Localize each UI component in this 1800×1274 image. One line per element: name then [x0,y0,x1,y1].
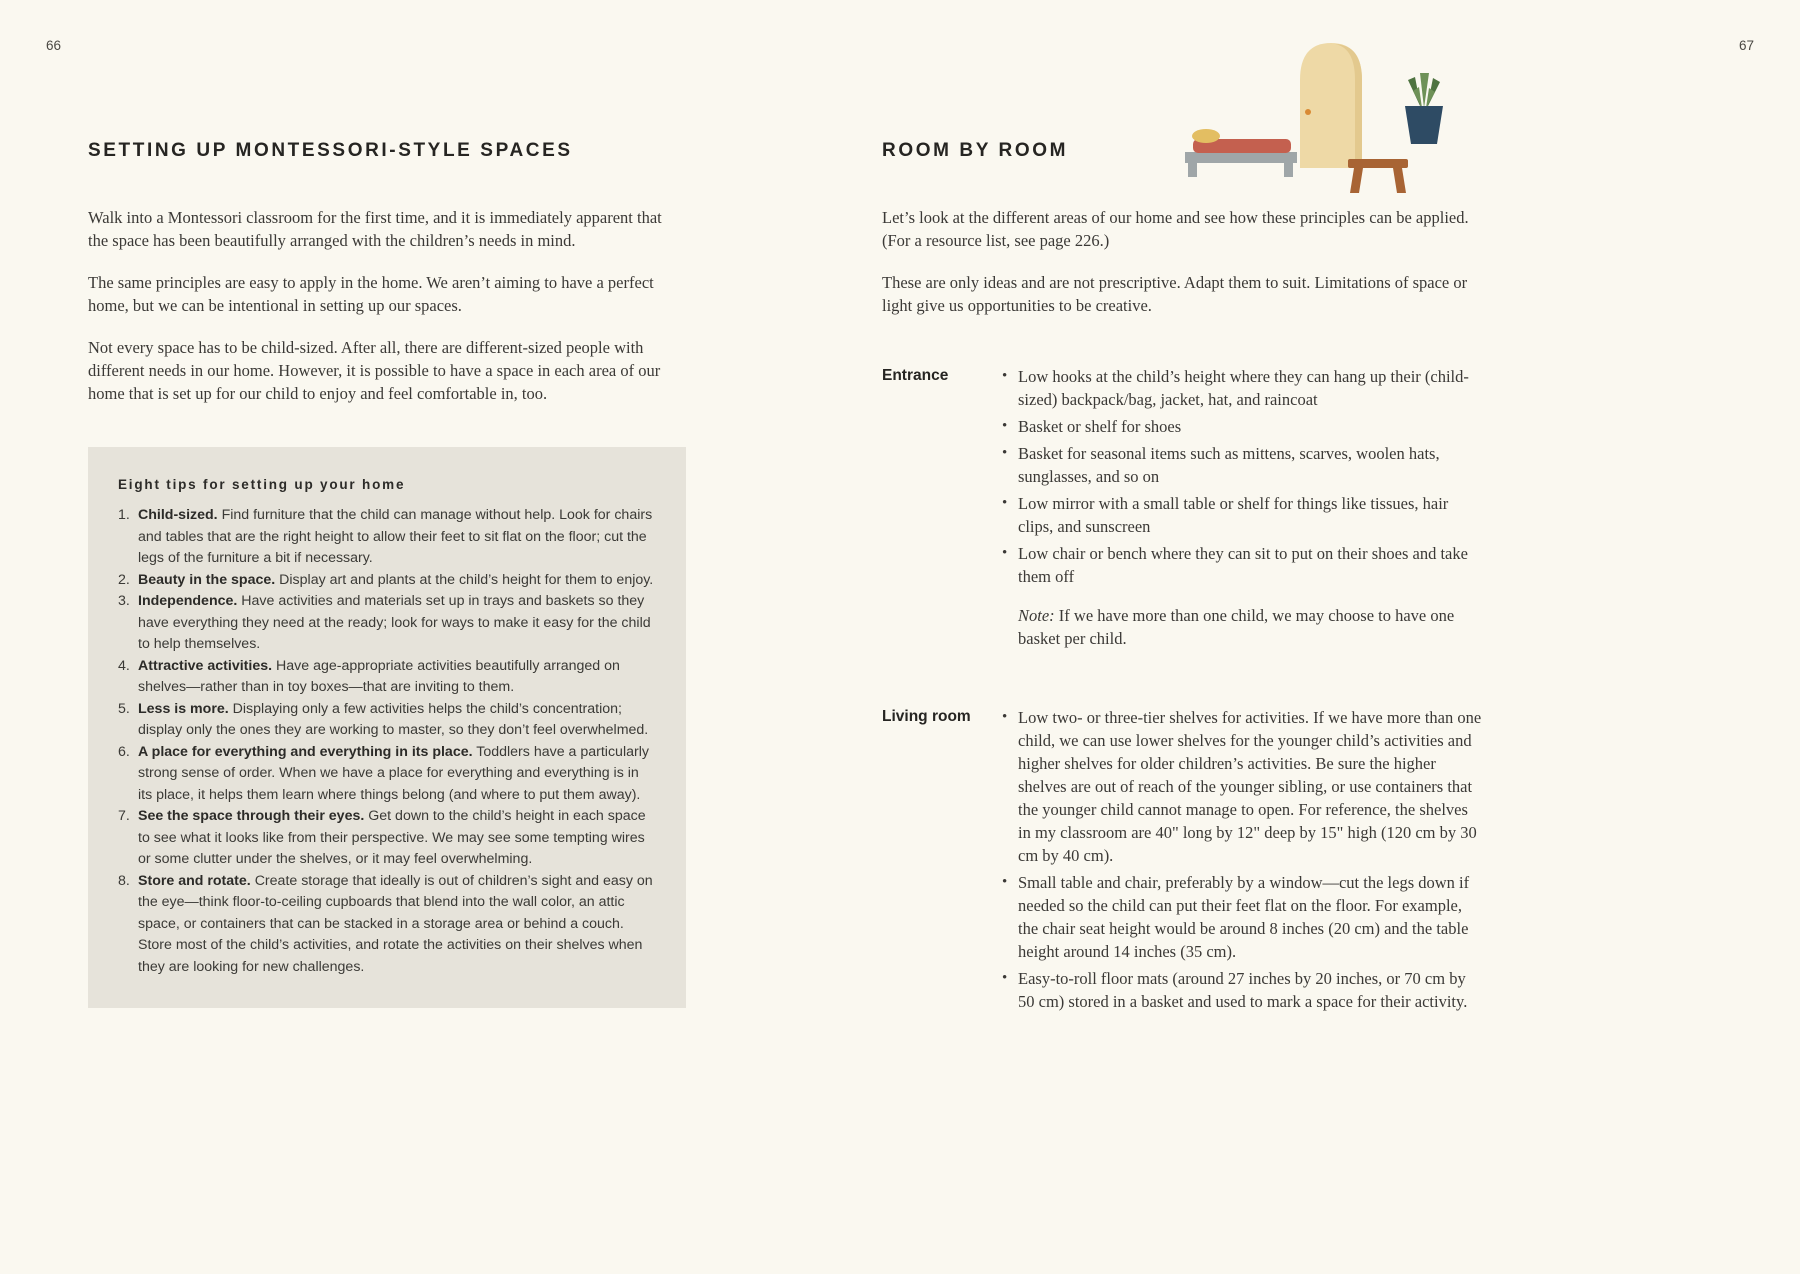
tip-number: 4. [118,657,130,674]
tip-title: A place for everything and everything in its place. [138,743,473,760]
note [1000,604,1482,650]
tip-item [118,505,656,570]
tip-body: Have activities and materials set up in trays and baskets so they have everything they need at the ready; look for ways to make it easy for the child to help themselves. [138,593,651,652]
tip-item [118,656,656,699]
section-label-living-room: Living room [882,708,971,725]
note-label: Note: [1018,606,1055,625]
left-page-heading: SETTING UP MONTESSORI-STYLE SPACES [88,140,573,161]
page-number-right: 67 [1738,38,1754,53]
bullet-item: • Basket for seasonal items such as mittens, scarves, woolen hats, sunglasses, and so on [1000,442,1482,488]
plant-pot-icon [1405,106,1443,144]
left-paragraph-2: The same principles are easy to apply in the home. We aren’t aiming to have a perfect home, but we can be intentional in setting up our spaces. [88,273,654,315]
bullet-item: • Basket or shelf for shoes [1000,415,1482,438]
right-page-heading: ROOM BY ROOM [882,140,1069,161]
right-paragraph-1: Let’s look at the different areas of our home and see how these principles can be applied. (For a resource list, see page 226.) [882,208,1469,250]
tip-title: Beauty in the space. [138,571,276,588]
doorknob-icon [1305,109,1311,115]
tip-body: Toddlers have a particularly strong sense of order. When we have a place for everything and everything is in its place, it helps them learn where things belong (and where to put them away). [138,743,649,803]
tip-number: 2. [118,571,130,588]
bullet-item: • Low two- or three-tier shelves for activities. If we have more than one child, we can use lower shelves for the younger child’s activities and higher shelves for older children’s activities. Be sure the higher shelves are out of reach of the younger sibling, or use containers that the younger child cannot manage to open. For reference, the shelves in my classroom are 40" long by 12" deep by 15" high (120 cm by 30 cm by 40 cm). [1000,706,1482,867]
spot-illustration [1185,36,1455,198]
tip-text [138,742,656,807]
left-paragraph-1: Walk into a Montessori classroom for the first time, and it is immediately apparent that the space has been beautifully arranged with the children’s needs in mind. [88,208,662,250]
tip-title: See the space through their eyes. [138,808,365,824]
tip-body: Get down to the child’s height in each space to see what it looks like from their perspective. We may see some tempting wires or some clutter under the shelves, or it may feel overwhelming. [138,808,646,867]
page-number-left: 66 [46,38,62,53]
tip-text [138,570,656,592]
section-living-room [882,706,1482,1017]
tip-body: Find furniture that the child can manage without help. Look for chairs and tables that are the right height to allow their feet to sit flat on the floor; cut the legs of the furniture a bit if necessary. [138,507,653,566]
tip-number: 3. [118,593,130,609]
tip-text [138,591,656,656]
tip-item [118,742,656,807]
tip-body: Create storage that ideally is out of children’s sight and easy on the eye—think floor-to-ceiling cupboards that blend into the wall color, an attic space, or containers that can be stacked in a storage area or behind a couch. Store most of the child’s activities, and rotate the activities on their shelves when they are looking for new challenges. [138,872,653,975]
tip-body: Have age-appropriate activities beautifully arranged on shelves—rather than in toy boxes—that are inviting to them. [138,657,620,695]
section-content-entrance [1000,365,1482,650]
tip-item [118,591,656,656]
tip-number: 1. [118,507,130,523]
tip-item [118,570,656,592]
bullet-item: • Low hooks at the child’s height where they can hang up their (child-sized) backpack/bag, jacket, hat, and raincoat [1000,365,1482,411]
tip-item [118,699,656,742]
tip-number: 5. [118,700,130,717]
tip-text [138,806,656,871]
note-text: If we have more than one child, we may choose to have one basket per child. [1018,606,1455,648]
tips-box-heading: Eight tips for setting up your home [118,477,406,492]
left-paragraph-3: Not every space has to be child-sized. After all, there are different-sized people with different needs in our home. However, it is possible to have a space in each area of our home that is set up for our child to enjoy and feel comfortable in, too. [88,338,661,403]
tip-number: 7. [118,808,130,824]
page-right [882,140,1482,1017]
tip-title: Child-sized. [138,507,218,523]
section-entrance [882,365,1482,650]
tip-number: 6. [118,743,130,760]
page-left [88,140,686,1008]
bullet-item: • Easy-to-roll floor mats (around 27 inches by 20 inches, or 70 cm by 50 cm) stored in a basket and used to mark a space for their activity. [1000,967,1482,1013]
tip-item [118,806,656,871]
tip-text [138,871,656,979]
door-illustration [1300,43,1362,168]
tip-title: Attractive activities. [138,657,273,674]
stool-illustration [1348,159,1408,193]
bullet-item: • Low chair or bench where they can sit to put on their shoes and take them off [1000,542,1482,588]
tips-list [118,505,656,978]
pillow-icon [1192,129,1220,143]
tip-number: 8. [118,872,130,889]
bullet-item: • Low mirror with a small table or shelf for things like tissues, hair clips, and sunscreen [1000,492,1482,538]
tip-text [138,656,656,699]
tip-body: Display art and plants at the child’s height for them to enjoy. [279,571,654,588]
tip-text [138,699,656,742]
tip-title: Less is more. [138,700,229,717]
bed-illustration [1185,129,1297,177]
tip-item [118,871,656,979]
tip-title: Store and rotate. [138,872,251,889]
plant-illustration [1405,73,1443,144]
tips-box [88,447,686,1008]
right-paragraph-2: These are only ideas and are not prescriptive. Adapt them to suit. Limitations of space or light give us opportunities to be creative. [882,273,1468,315]
tip-title: Independence. [138,593,238,609]
section-label-entrance: Entrance [882,367,949,384]
tip-text [138,505,656,570]
section-content-living-room [1000,706,1482,1017]
tip-body: Displaying only a few activities helps the child’s concentration; display only the ones they are working to master, so they don’t feel overwhelmed. [138,700,649,738]
bullet-item: • Small table and chair, preferably by a window—cut the legs down if needed so the child can put their feet flat on the floor. For example, the chair seat height would be around 8 inches (20 cm) and the table height around 14 inches (35 cm). [1000,871,1482,963]
